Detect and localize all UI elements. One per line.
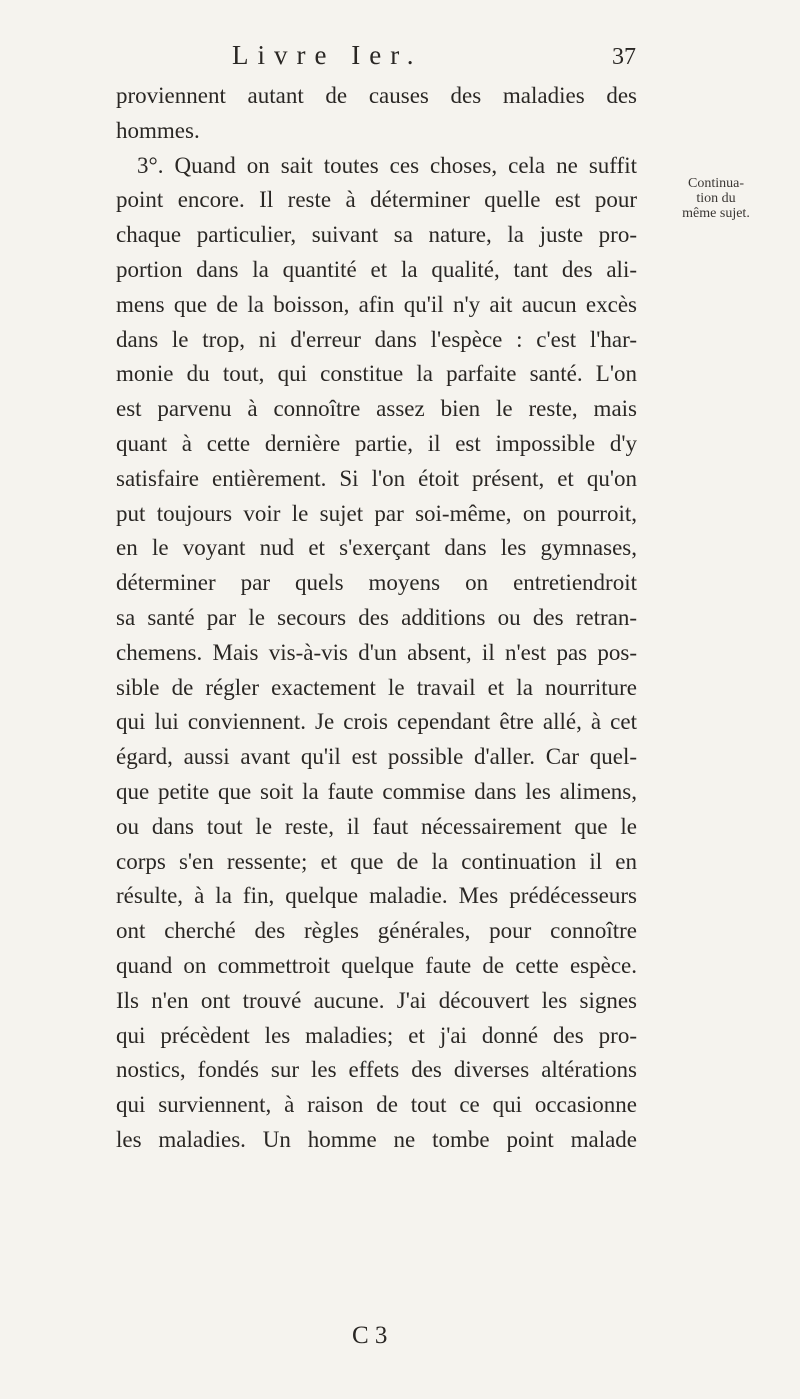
text-line: qui surviennent, à raison de tout ce qui occasionne bbox=[116, 1092, 637, 1118]
text-line: corps s'en ressente; et que de la continuation il en bbox=[116, 848, 637, 874]
text-line: proviennent autant de causes des maladies des bbox=[116, 83, 637, 108]
text-line: dans le trop, ni d'erreur dans l'espèce : c'est l'har- bbox=[116, 326, 637, 352]
text-line: 3°. Quand on sait toutes ces choses, cela ne suffit bbox=[137, 152, 637, 178]
page-number: 37 bbox=[612, 44, 636, 70]
text-line: hommes. bbox=[116, 117, 200, 143]
text-line: mens que de la boisson, afin qu'il n'y ait aucun excès bbox=[116, 291, 637, 317]
text-line: portion dans la quantité et la qualité, tant des ali- bbox=[116, 256, 637, 282]
signature-mark: C 3 bbox=[352, 1322, 388, 1349]
text-line: déterminer par quels moyens on entretiendroit bbox=[116, 570, 637, 596]
body-text bbox=[116, 79, 637, 1158]
text-line: sa santé par le secours des additions ou des retran- bbox=[116, 604, 637, 630]
text-line: en le voyant nud et s'exerçant dans les gymnases, bbox=[116, 535, 637, 561]
margin-note-line: même sujet. bbox=[682, 206, 750, 221]
text-line: ont cherché des règles générales, pour connoître bbox=[116, 918, 637, 944]
margin-note-line: Continua- bbox=[688, 176, 744, 191]
text-line: qui précèdent les maladies; et j'ai donné des pro- bbox=[116, 1022, 637, 1048]
text-line: résulte, à la fin, quelque maladie. Mes prédécesseurs bbox=[116, 883, 637, 909]
text-line: point encore. Il reste à déterminer quelle est pour bbox=[116, 187, 637, 213]
text-line: chemens. Mais vis-à-vis d'un absent, il n'est pas pos- bbox=[116, 639, 637, 665]
text-line: quand on commettroit quelque faute de cette espèce. bbox=[116, 952, 637, 978]
text-line: les maladies. Un homme ne tombe point malade bbox=[116, 1126, 637, 1152]
text-line: ou dans tout le reste, il faut nécessairement que le bbox=[116, 813, 637, 839]
margin-note-line: tion du bbox=[696, 191, 736, 206]
text-line: nostics, fondés sur les effets des diverses altérations bbox=[116, 1057, 637, 1083]
text-line: quant à cette dernière partie, il est impossible d'y bbox=[116, 430, 637, 456]
text-line: sible de régler exactement le travail et la nourriture bbox=[116, 674, 637, 700]
text-line: qui lui conviennent. Je crois cependant être allé, à cet bbox=[116, 709, 637, 735]
running-title: Livre Ier. bbox=[232, 40, 423, 70]
text-line: est parvenu à connoître assez bien le reste, mais bbox=[116, 396, 637, 422]
text-line: égard, aussi avant qu'il est possible d'aller. Car quel- bbox=[116, 744, 637, 770]
text-line: chaque particulier, suivant sa nature, la juste pro- bbox=[116, 222, 637, 248]
text-line: satisfaire entièrement. Si l'on étoit présent, et qu'on bbox=[116, 465, 637, 491]
text-line: monie du tout, qui constitue la parfaite santé. L'on bbox=[116, 361, 637, 387]
text-line: Ils n'en ont trouvé aucune. J'ai découvert les signes bbox=[116, 987, 637, 1013]
margin-note bbox=[656, 176, 776, 221]
text-line: que petite que soit la faute commise dans les alimens, bbox=[116, 778, 637, 804]
text-line: put toujours voir le sujet par soi-même, on pourroit, bbox=[116, 500, 637, 526]
